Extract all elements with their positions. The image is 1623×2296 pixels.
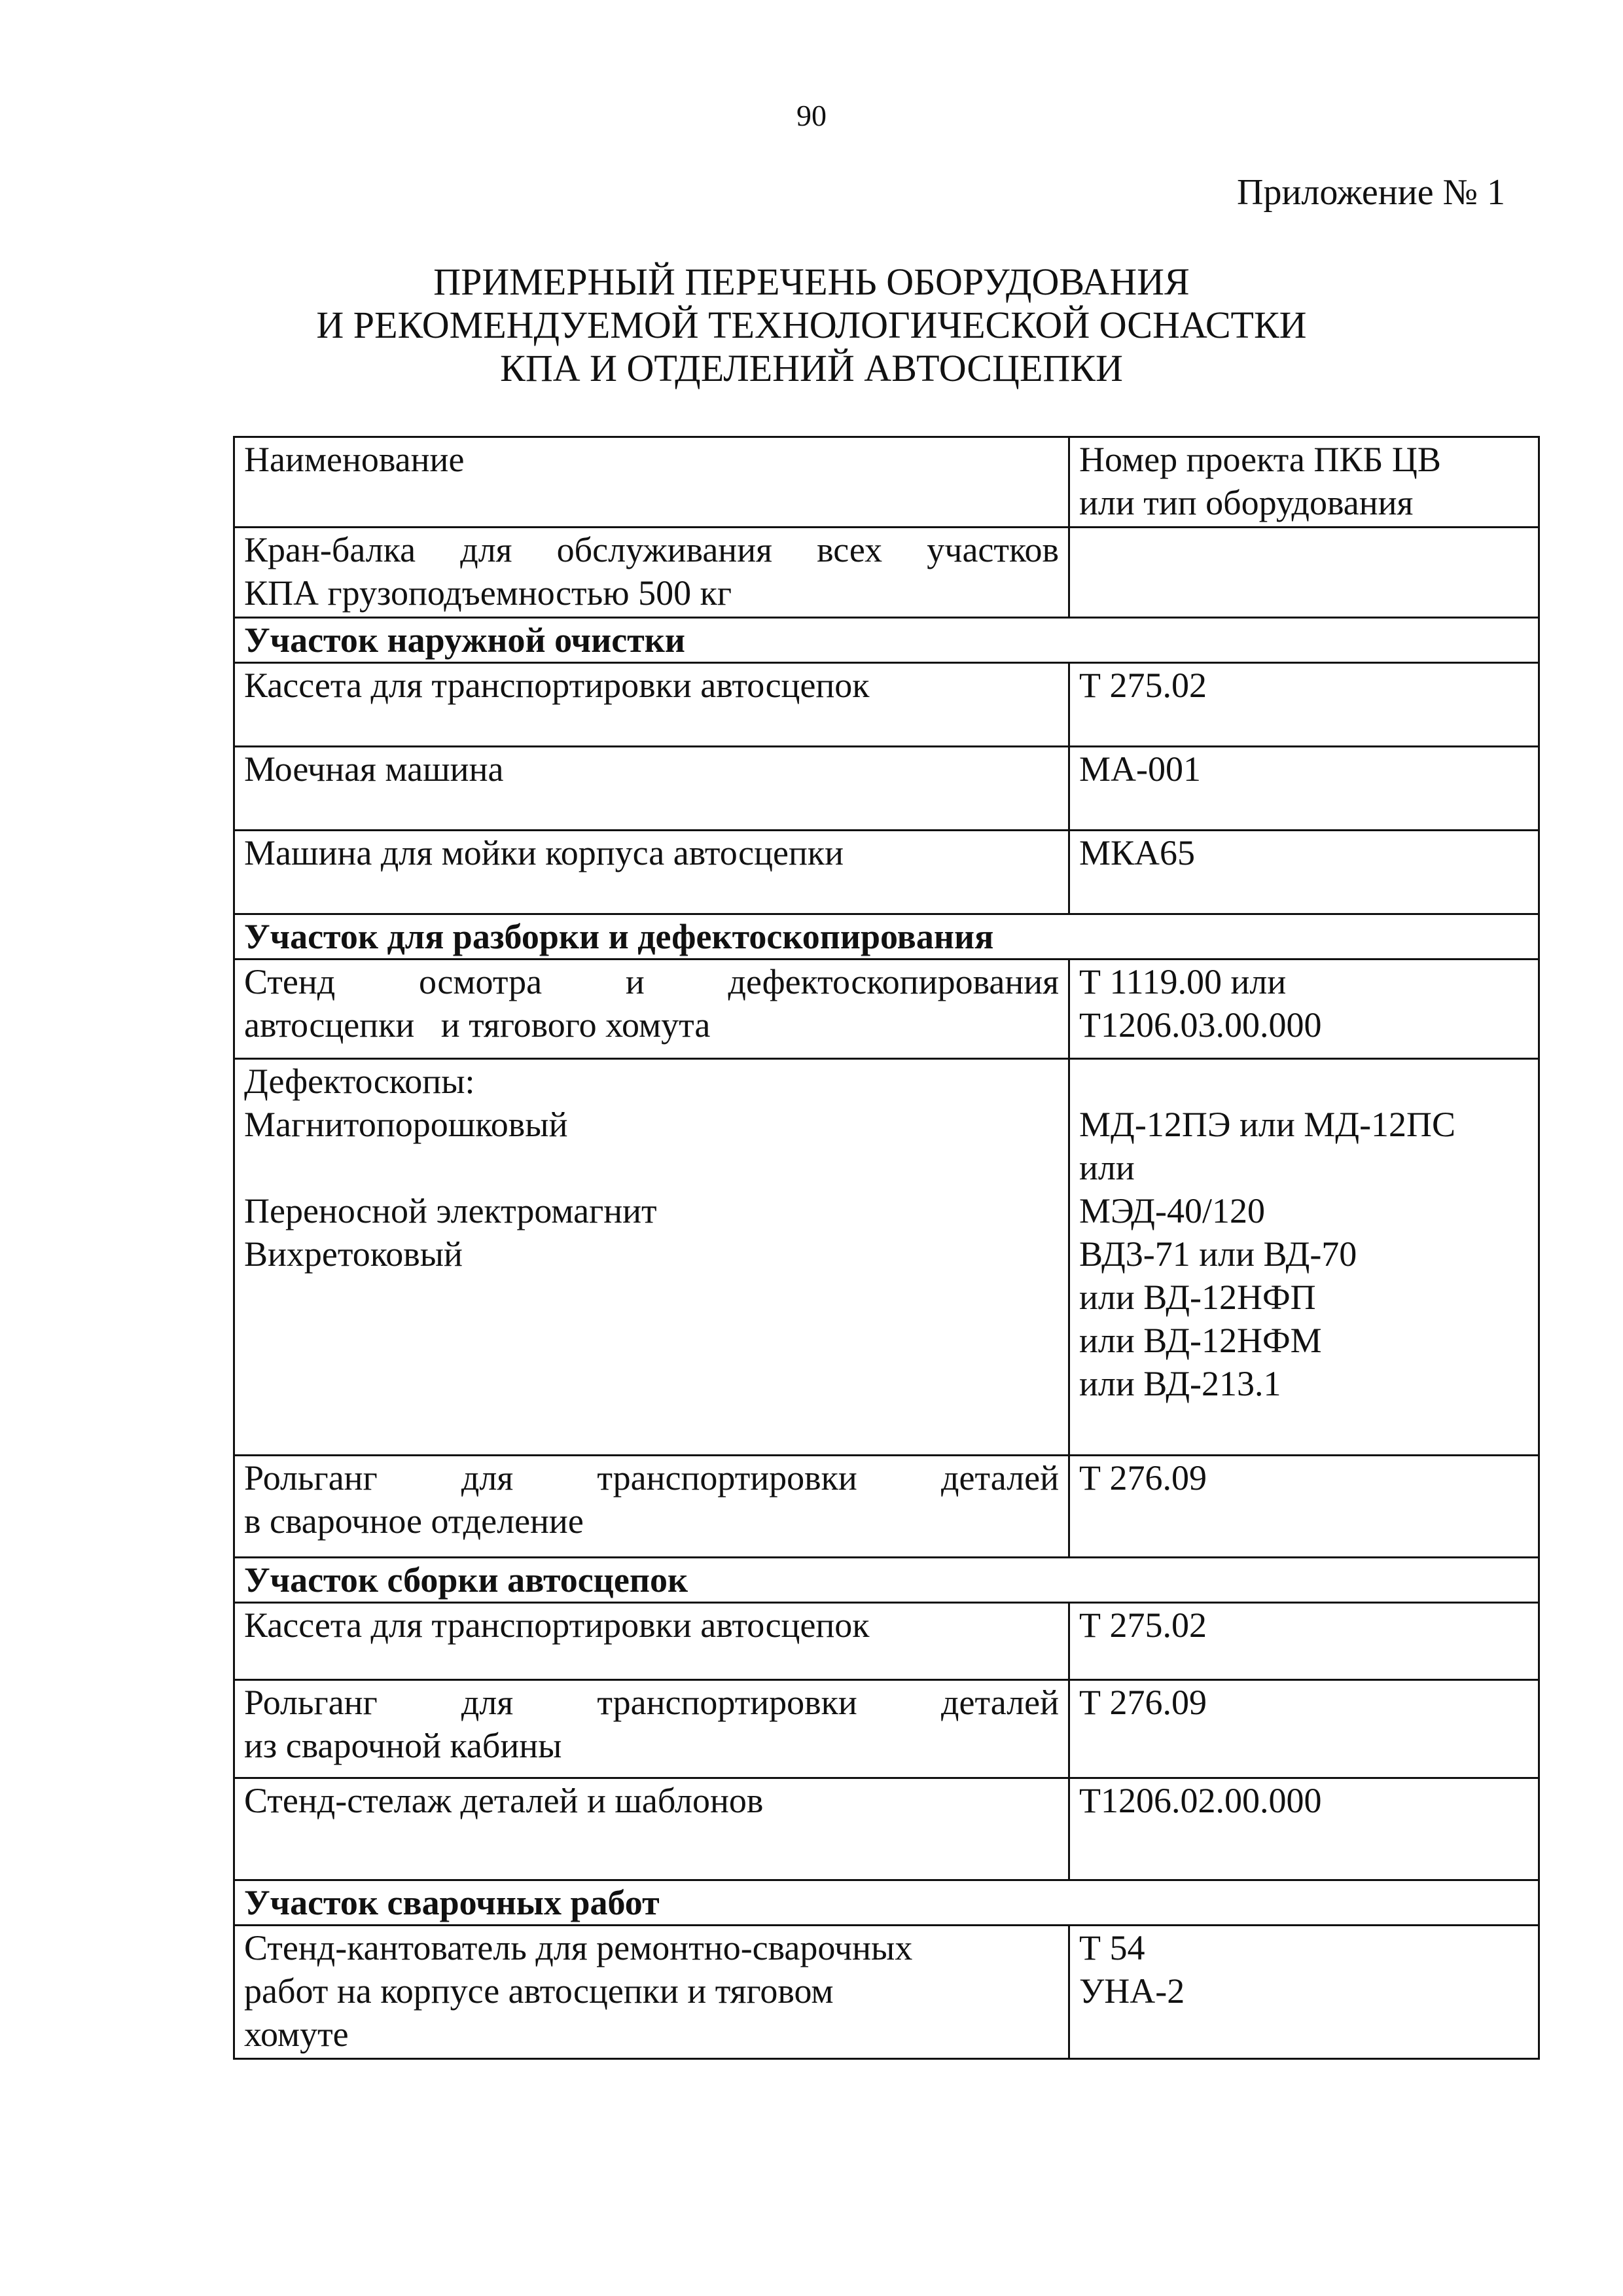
tilter-project-line-1: Т 54	[1079, 1928, 1145, 1967]
tilter-name-cell	[234, 1926, 1069, 2059]
tilter-project-line-2: УНА-2	[1079, 1971, 1185, 2011]
stand-project-line-1: Т 1119.00 или	[1079, 962, 1287, 1001]
row-project-cell: МА-001	[1069, 747, 1539, 831]
row-project-cell: Т 275.02	[1069, 663, 1539, 747]
row-name-cell: Машина для мойки корпуса автосцепки	[234, 831, 1069, 914]
title-line-1: ПРИМЕРНЫЙ ПЕРЕЧЕНЬ ОБОРУДОВАНИЯ	[433, 260, 1190, 303]
tilter-name-line-1: Стенд-кантователь для ремонтно-сварочных	[244, 1928, 913, 1967]
section-disassembly: Участок для разборки и дефектоскопирования	[234, 914, 1539, 960]
defectoscope-project-5: или ВД-12НФП	[1079, 1278, 1316, 1317]
stand-name-cell	[234, 960, 1069, 1059]
stand-project-line-2: Т1206.03.00.000	[1079, 1005, 1322, 1045]
defectoscopes-heading: Дефектоскопы:	[244, 1062, 475, 1101]
header-project-line-1: Номер проекта ПКБ ЦВ	[1079, 440, 1441, 479]
defectoscope-project-2: или	[1079, 1148, 1135, 1187]
roller2-name-cell	[234, 1680, 1069, 1778]
rack-name-cell: Стенд-стелаж деталей и шаблонов	[234, 1778, 1069, 1880]
table-row	[234, 747, 1539, 831]
defectoscope-magnetic: Магнитопорошковый	[244, 1105, 568, 1144]
row-project-cell: МКА65	[1069, 831, 1539, 914]
defectoscopes-project-cell	[1069, 1059, 1539, 1456]
defectoscope-electromagnet: Переносной электромагнит	[244, 1191, 657, 1230]
table-row	[234, 1680, 1539, 1778]
spacer	[244, 1146, 1059, 1189]
section-row	[234, 1880, 1539, 1926]
table-row	[234, 831, 1539, 914]
tilter-name-line-3: хомуте	[244, 2015, 349, 2054]
tilter-project-cell	[1069, 1926, 1539, 2059]
table-row	[234, 960, 1539, 1059]
table-row	[234, 1059, 1539, 1456]
table-row	[234, 1456, 1539, 1558]
row-name-cell: Кассета для транспортировки автосцепок	[234, 663, 1069, 747]
crane-name-line-1: Кран-балка для обслуживания всех участков	[244, 530, 1059, 569]
spacer	[1079, 1060, 1529, 1103]
roller1-name-line-2: в сварочное отделение	[244, 1501, 584, 1541]
section-row	[234, 1558, 1539, 1603]
row-project-cell: Т 275.02	[1069, 1603, 1539, 1680]
defectoscope-project-4: ВД3-71 или ВД-70	[1079, 1234, 1357, 1274]
equipment-table	[233, 436, 1540, 2060]
title-line-3: КПА И ОТДЕЛЕНИЙ АВТОСЦЕПКИ	[500, 347, 1123, 389]
table-row	[234, 1778, 1539, 1880]
roller1-name-cell	[234, 1456, 1069, 1558]
table-row	[234, 1926, 1539, 2059]
page-number: 90	[796, 99, 827, 132]
section-assembly: Участок сборки автосцепок	[234, 1558, 1539, 1603]
rack-project-cell: Т1206.02.00.000	[1069, 1778, 1539, 1880]
crane-name-line-2: КПА грузоподъемностью 500 кг	[244, 573, 732, 613]
roller1-project-cell: Т 276.09	[1069, 1456, 1539, 1558]
defectoscope-eddy: Вихретоковый	[244, 1234, 463, 1274]
defectoscopes-name-cell	[234, 1059, 1069, 1456]
stand-name-line-1: Стенд осмотра и дефектоскопирования	[244, 962, 1059, 1001]
header-name: Наименование	[244, 440, 465, 479]
stand-name-line-2: автосцепки и тягового хомута	[244, 1005, 711, 1045]
document-title	[0, 260, 1623, 390]
table-row	[234, 1603, 1539, 1680]
defectoscope-project-3: МЭД-40/120	[1079, 1191, 1265, 1230]
defectoscope-project-7: или ВД-213.1	[1079, 1364, 1281, 1403]
title-line-2: И РЕКОМЕНДУЕМОЙ ТЕХНОЛОГИЧЕСКОЙ ОСНАСТКИ	[316, 304, 1307, 346]
stand-project-cell	[1069, 960, 1539, 1059]
table-row	[234, 528, 1539, 618]
row-name-cell: Кассета для транспортировки автосцепок	[234, 1603, 1069, 1680]
roller2-project-cell: Т 276.09	[1069, 1680, 1539, 1778]
appendix-label: Приложение № 1	[1237, 172, 1505, 213]
crane-project-cell	[1069, 528, 1539, 618]
section-row	[234, 914, 1539, 960]
tilter-name-line-2: работ на корпусе автосцепки и тяговом	[244, 1971, 834, 2011]
row-name-cell: Моечная машина	[234, 747, 1069, 831]
section-welding: Участок сварочных работ	[234, 1880, 1539, 1926]
defectoscope-project-6: или ВД-12НФМ	[1079, 1321, 1322, 1360]
defectoscope-project-1: МД-12ПЭ или МД-12ПС	[1079, 1105, 1456, 1144]
table-row	[234, 663, 1539, 747]
roller2-name-line-1: Рольганг для транспортировки деталей	[244, 1683, 1059, 1722]
roller2-name-line-2: из сварочной кабины	[244, 1726, 562, 1765]
section-row	[234, 618, 1539, 663]
header-project-line-2: или тип оборудования	[1079, 483, 1414, 522]
table-header-row	[234, 437, 1539, 528]
roller1-name-line-1: Рольганг для транспортировки деталей	[244, 1458, 1059, 1498]
header-project-cell	[1069, 437, 1539, 528]
header-name-cell	[234, 437, 1069, 528]
crane-name-cell	[234, 528, 1069, 618]
section-outer-cleaning: Участок наружной очистки	[234, 618, 1539, 663]
